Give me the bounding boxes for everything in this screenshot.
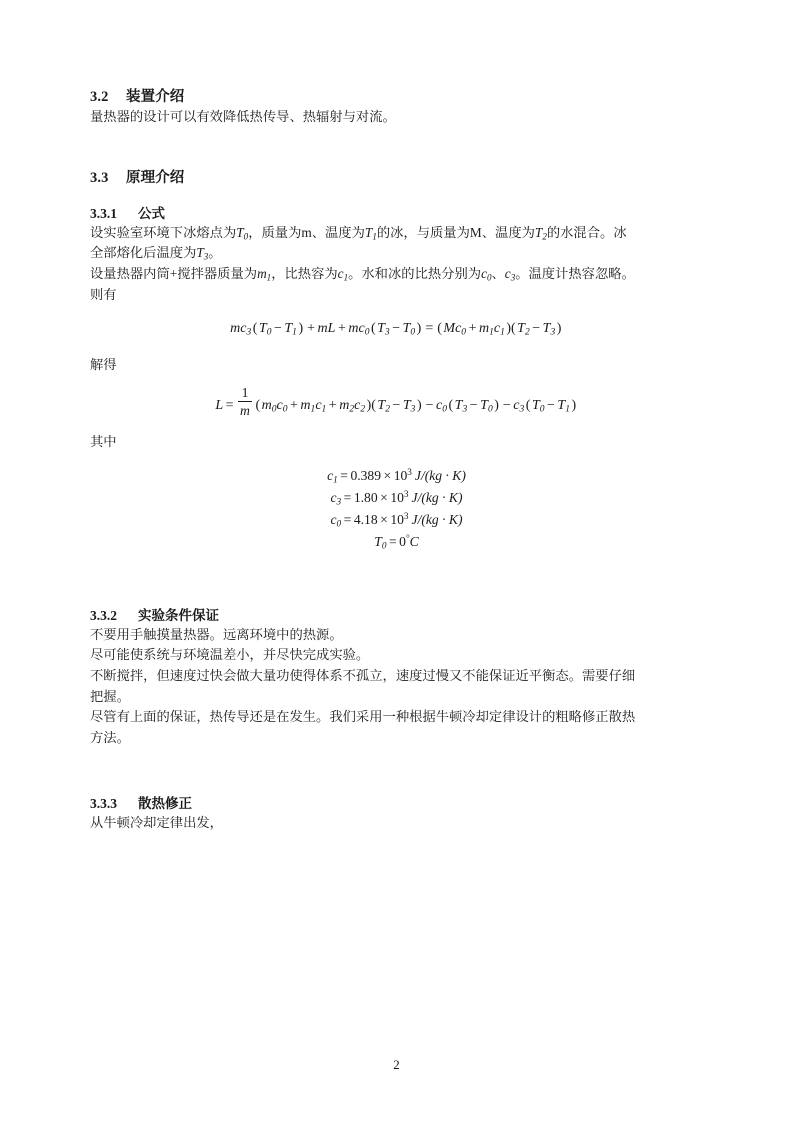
operator: + (290, 397, 298, 413)
unit: J/(kg · K) (411, 512, 463, 528)
text-frag: 的冰，与质量为 (376, 224, 470, 240)
operator: − (425, 397, 434, 413)
sub: 1 (489, 327, 494, 338)
sym: T (374, 534, 382, 550)
sym: T (258, 321, 267, 337)
paren: )( (366, 397, 376, 413)
sub: 1 (266, 272, 272, 283)
text-frag: 。温度计热容忽略。 (515, 266, 635, 282)
equation-heat-balance-math (230, 321, 563, 336)
text-frag: 、温度为 (481, 224, 535, 240)
sub: 0 (539, 404, 545, 415)
sym: T (542, 321, 551, 337)
sym: c (513, 397, 520, 413)
sub: 1 (500, 327, 505, 338)
heading-3-3-2 (90, 607, 703, 625)
paren: ( (370, 321, 376, 337)
sym: T (364, 224, 373, 240)
heading-3-3-1-title: 公式 (138, 206, 165, 222)
paren: ( (448, 397, 454, 413)
sub: 0 (487, 404, 493, 415)
sub: 3 (203, 251, 209, 262)
math-T2 (535, 225, 547, 240)
sym: T (284, 321, 293, 337)
operator: = (425, 321, 434, 337)
text-frag: ，质量为 (248, 224, 302, 240)
sub: 2 (360, 404, 366, 415)
paren: ) (556, 321, 562, 337)
text-frag: 设实验室环境下冰熔点为 (90, 224, 237, 240)
heading-3-3-1 (90, 205, 703, 223)
sub: 0 (410, 327, 416, 338)
sub: 1 (343, 272, 349, 283)
heading-3-3 (90, 169, 703, 188)
condition-line-4: 把握。 (90, 688, 130, 704)
sup: 3 (407, 467, 412, 478)
sym: T (454, 397, 463, 413)
paren: ( (437, 321, 442, 337)
sym: L (327, 321, 336, 337)
operator: − (273, 321, 282, 337)
text-frag: 、 (491, 266, 505, 282)
paren: ) (416, 397, 422, 413)
operator: = (343, 512, 352, 528)
sub: 3 (384, 327, 390, 338)
text-frag: 的水混合。冰 (546, 224, 627, 240)
sym: m (261, 397, 272, 413)
paren: ) (571, 397, 577, 413)
sym: T (377, 397, 386, 413)
sub: 0 (461, 327, 467, 338)
value: 0 (399, 534, 406, 550)
constant-row (90, 512, 703, 528)
sym: m (317, 321, 328, 337)
value: 10 (393, 468, 408, 484)
sub: 1 (333, 474, 338, 485)
sym: m (257, 266, 267, 282)
unit: J/(kg · K) (411, 490, 463, 506)
sub: 0 (243, 231, 249, 242)
value: 10 (390, 512, 404, 528)
sub: 3 (410, 404, 416, 415)
sym: c (358, 321, 365, 337)
fraction-bar (238, 401, 252, 402)
sym: M (469, 224, 482, 240)
sub: 3 (462, 404, 468, 415)
sub: 0 (486, 272, 492, 283)
operator: + (307, 321, 316, 337)
sym: c (504, 266, 511, 282)
math-T0 (236, 225, 248, 240)
operator: × (380, 512, 388, 528)
sym: c (436, 397, 443, 413)
operator: = (343, 490, 352, 506)
sym: c (337, 266, 344, 282)
sub: 1 (310, 404, 316, 415)
heading-3-3-3-title: 散热修正 (138, 796, 192, 812)
sym: m (339, 397, 350, 413)
sym: c (330, 490, 337, 506)
sym: T (196, 245, 204, 261)
page-number: 2 (393, 1057, 400, 1072)
sub: 1 (565, 404, 570, 415)
sub: 1 (292, 327, 297, 338)
operator: × (383, 468, 392, 484)
paren: )( (506, 321, 516, 337)
sub: 0 (266, 327, 272, 338)
heading-3-3-number: 3.3 (90, 170, 109, 187)
heading-3-3-2-number: 3.3.2 (90, 608, 117, 624)
sub: 0 (271, 404, 277, 415)
operator: × (380, 490, 388, 506)
math-c1 (338, 266, 348, 281)
constant-c0 (331, 512, 463, 527)
operator: − (469, 397, 478, 413)
constant-c1 (327, 468, 466, 483)
sym: m (348, 321, 359, 337)
operator: − (532, 321, 541, 337)
fraction-numerator: 1 (241, 384, 249, 400)
sub: 3 (550, 327, 556, 338)
sub: 2 (385, 404, 390, 415)
degree-sign: ° (405, 533, 410, 544)
value: 0.389 (350, 468, 382, 484)
sub: 1 (321, 404, 327, 415)
lead-where: 其中 (90, 433, 117, 449)
sub: 0 (442, 404, 447, 415)
setup-line-3 (90, 264, 703, 285)
paren: ) (416, 321, 422, 337)
value: 10 (390, 490, 404, 506)
value: 1.80 (353, 490, 378, 506)
operator: − (392, 321, 401, 337)
sym: c (327, 468, 334, 484)
sym: T (557, 397, 566, 413)
heading-3-2-number: 3.2 (90, 89, 109, 105)
sym: T (402, 321, 411, 337)
sup: 3 (403, 489, 409, 500)
sym: T (517, 321, 525, 337)
text-frag: 。水和冰的比热分别为 (348, 266, 482, 282)
setup-line-2 (90, 243, 703, 264)
paren: ( (525, 397, 531, 413)
sub: 3 (519, 404, 525, 415)
heading-3-3-title: 原理介绍 (126, 170, 185, 187)
sym: m (301, 224, 312, 240)
operator: + (328, 397, 337, 413)
operator: + (337, 321, 346, 337)
operator: = (388, 534, 397, 550)
text-frag: 全部熔化后温度为 (90, 245, 197, 261)
heading-3-2-title: 装置介绍 (126, 89, 185, 105)
heading-3-3-3-number: 3.3.3 (90, 796, 117, 812)
operator: − (547, 397, 555, 413)
constant-c3 (331, 490, 463, 505)
condition-line-6: 方法。 (90, 729, 130, 745)
unit: C (409, 534, 419, 550)
condition-line-5: 尽管有上面的保证，热传导还是在发生。我们采用一种根据牛顿冷却定律设计的粗略修正散热 (90, 709, 636, 725)
math-M (470, 225, 482, 240)
sym: M (443, 321, 456, 337)
paren: ( (252, 321, 258, 337)
math-m (301, 225, 311, 240)
heading-3-3-2-title: 实验条件保证 (138, 608, 219, 624)
sub: 3 (510, 272, 516, 283)
sub: 2 (542, 231, 547, 242)
constants-block (90, 468, 703, 550)
heading-3-3-3 (90, 795, 703, 813)
sym: c (481, 266, 487, 282)
operator: + (468, 321, 477, 337)
sub: 1 (372, 231, 377, 242)
sym: L (215, 397, 224, 413)
sym: T (531, 397, 540, 413)
paragraph-3-3-3-body: 从牛顿冷却定律出发， (90, 815, 223, 830)
sym: m (300, 397, 311, 413)
fraction-denominator: m (240, 403, 250, 419)
math-c3 (505, 266, 515, 281)
sym: T (402, 397, 411, 413)
sub: 0 (364, 327, 370, 338)
sub: 0 (282, 404, 288, 415)
sub: 0 (336, 518, 342, 529)
heading-3-3-1-number: 3.3.1 (90, 206, 117, 222)
sym: T (377, 321, 385, 337)
sym: c (330, 512, 337, 528)
fraction-one-over-m (236, 386, 254, 419)
math-T1 (365, 225, 377, 240)
page-content (90, 88, 703, 834)
sym: c (455, 321, 462, 337)
sub: 2 (524, 327, 530, 338)
text-frag: 。 (208, 245, 222, 261)
operator: − (502, 397, 511, 413)
sym: c (276, 397, 283, 413)
sym: c (493, 321, 501, 337)
sym: c (315, 397, 322, 413)
condition-line-1: 不要用手触摸量热器。远离环境中的热源。 (90, 626, 343, 642)
sym: c (354, 397, 361, 413)
text-frag: ，比热容为 (271, 266, 338, 282)
equation-latent-heat-math (215, 384, 577, 419)
sym: c (240, 321, 247, 337)
paragraph-3-2-body: 量热器的设计可以有效降低热传导、热辐射与对流。 (90, 108, 396, 124)
sup: 3 (403, 511, 409, 522)
text-frag: 、温度为 (311, 224, 365, 240)
constant-row (90, 490, 703, 506)
paren: ) (298, 321, 304, 337)
math-m1 (257, 266, 271, 281)
sym: T (236, 224, 244, 240)
sym: T (480, 397, 488, 413)
setup-line-1 (90, 223, 703, 244)
sym: m (230, 321, 241, 337)
paren: ) (494, 397, 499, 413)
sub: 2 (349, 404, 355, 415)
value: 4.18 (353, 512, 378, 528)
unit: J/(kg · K) (414, 468, 466, 484)
lead-solve: 解得 (90, 357, 117, 373)
paren: ( (255, 397, 261, 413)
operator: = (225, 397, 234, 413)
constant-row (90, 534, 703, 550)
sub: 3 (336, 496, 342, 507)
constant-t0 (374, 534, 418, 549)
operator: − (392, 397, 401, 413)
text-frag: 设量热器内筒+搅拌器质量为 (90, 266, 258, 282)
operator: = (340, 468, 348, 484)
equation-heat-balance (90, 321, 703, 337)
heading-3-2 (90, 88, 703, 107)
paragraph-3-3-2-body (90, 625, 703, 749)
equation-latent-heat (90, 386, 703, 419)
sub: 0 (381, 540, 387, 551)
condition-line-2: 尽可能使系统与环境温差小，并尽快完成实验。 (90, 647, 370, 663)
sym: T (534, 224, 543, 240)
paragraph-setup-1 (90, 223, 703, 305)
math-T3 (196, 245, 208, 260)
sym: m (478, 321, 490, 337)
setup-line-4: 则有 (90, 286, 117, 302)
condition-line-3: 不断搅拌，但速度过快会做大量功使得体系不孤立，速度过慢又不能保证近平衡态。需要仔细 (90, 668, 636, 684)
constant-row (90, 468, 703, 484)
math-c0 (481, 266, 491, 281)
sub: 3 (246, 327, 252, 338)
